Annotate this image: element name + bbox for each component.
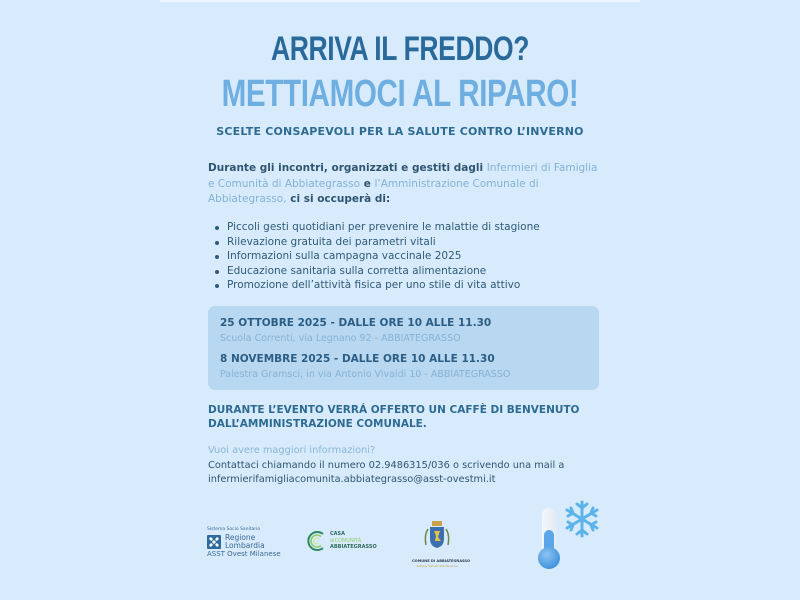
logo-lombardia-line-2: Lombardia [225,540,265,550]
intro-text-1: Durante gli incontri, organizzati e gestiti dagli [208,162,487,174]
top-strip [160,0,640,2]
events-box [208,306,599,390]
contact-phone-line: Contattaci chiamando il numero 02.9486315/036 o scrivendo una mail a [208,459,565,471]
intro-highlight-nurses: Infermieri di Famiglia e Comunità di Abbiategrasso [208,162,598,190]
logo-asst: ASST Ovest Milanese [207,550,281,558]
title-line-2: METTIAMOCI AL RIPARO! [221,73,579,115]
topic-item: Informazioni sulla campagna vaccinale 2025 [212,249,602,264]
topic-item: Piccoli gesti quotidiani per prevenire le malattie di stagione [212,220,602,235]
contact-info [208,444,608,488]
comune-sub: Settore Servizi alla Persona [416,564,458,568]
event-date: 8 NOVEMBRE 2025 - DALLE ORE 10 ALLE 11.30 [220,353,495,365]
casa-line-3: ABBIATEGRASSO [330,544,377,551]
logo-lombardia-caption: Sistema Socio Sanitario [207,527,261,532]
logo-regione-lombardia [207,527,281,558]
event-date: 25 OTTOBRE 2025 - DALLE ORE 10 ALLE 11.30 [220,317,492,329]
logo-casa-comunita [305,529,377,553]
topic-item: Educazione sanitaria sulla corretta alimentazione [212,264,602,279]
thermometer-snowflake-icon [530,496,610,576]
event-place: Palestra Gramsci, in via Antonio Vivaldi 10 - ABBIATEGRASSO [220,369,511,380]
subtitle: SCELTE CONSAPEVOLI PER LA SALUTE CONTRO L’INVERNO [216,125,584,138]
event-2 [220,353,510,380]
topic-item: Promozione dell’attività fisica per uno stile di vita attivo [212,278,602,293]
coffee-line-2: DALL’AMMINISTRAZIONE COMUNALE. [208,417,427,430]
logo-lombardia-line-1: Regione [225,533,256,542]
title-line-1: ARRIVA IL FREDDO? [270,30,530,68]
contact-email[interactable]: infermierifamigliacomunita.abbiategrasso@asst-ovestmi.it [208,474,496,485]
lombardia-rose-icon [207,535,221,549]
topics-list [212,220,602,293]
casa-line-2: diCOMUNITÀ [330,537,362,544]
intro-text-2: e [360,177,375,190]
logo-comune-abbiategrasso [412,519,471,568]
casa-line-1: CASA [330,531,346,538]
comune-name: COMUNE DI ABBIATEGRASSO [412,559,471,563]
municipal-crest-icon [422,519,452,553]
topic-item: Rilevazione gratuita dei parametri vitali [212,235,602,250]
coffee-line-1: DURANTE L’EVENTO VERRÁ OFFERTO UN CAFFÈ DI BENVENUTO [208,404,580,416]
event-place: Scuola Correnti, via Legnano 92 - ABBIATEGRASSO [220,333,461,344]
contact-question: Vuoi avere maggiori informazioni? [208,445,376,456]
intro-text-3: ci si occuperà di: [286,193,391,205]
intro-highlight-administration: l’Amministrazione Comunale di Abbiategrasso, [208,177,539,205]
coffee-notice [208,404,608,431]
intro-paragraph [208,161,598,208]
casa-comunita-c-icon [305,529,327,553]
event-1 [220,317,491,344]
